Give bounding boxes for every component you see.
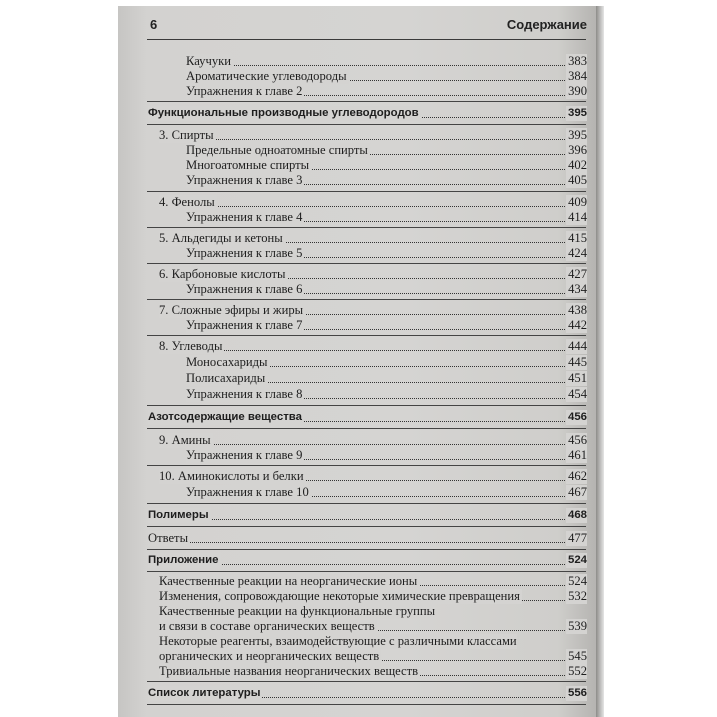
toc-entry-title-line2: и связи в составе органических веществ (159, 619, 375, 633)
toc-entry-page: 442 (568, 318, 587, 332)
toc-entry-page: 552 (568, 664, 587, 678)
toc-entry-exercises-7 (186, 318, 587, 333)
toc-entry-exercises-2 (186, 84, 587, 99)
toc-entry-exercises-8 (186, 387, 587, 402)
toc-entry-page: 462 (568, 469, 587, 483)
section-separator (147, 428, 586, 429)
toc-entry-page: 383 (568, 54, 587, 68)
toc-entry-page: 456 (567, 411, 587, 423)
toc-entry-page: 451 (568, 371, 587, 385)
toc-chapter-9 (159, 433, 587, 448)
toc-entry-page: 477 (568, 531, 587, 545)
toc-entry-exercises-6 (186, 282, 587, 297)
toc-entry-page: 467 (568, 485, 587, 499)
toc-entry-functional-groups (159, 604, 587, 634)
toc-section-polymers (148, 508, 587, 523)
toc-entry-polyhydric-alcohols (186, 158, 587, 173)
toc-entry-title: Каучуки (186, 54, 231, 68)
toc-section-appendix (148, 553, 587, 568)
toc-entry-page: 434 (568, 282, 587, 296)
toc-entry-page: 402 (568, 158, 587, 172)
toc-entry-title: Упражнения к главе 10 (186, 485, 309, 499)
toc-entry-title: Многоатомные спирты (186, 158, 310, 172)
toc-entry-title: Упражнения к главе 4 (186, 210, 303, 224)
toc-entry-page: 445 (568, 355, 587, 369)
section-separator (147, 124, 586, 125)
toc-entry-polysaccharides (186, 371, 587, 386)
toc-chapter-3 (159, 128, 587, 143)
toc-entry-page: 395 (567, 107, 587, 119)
toc-entry-page: 545 (568, 649, 587, 663)
toc-entry-title: Моносахариды (186, 355, 268, 369)
toc-entry-title: Изменения, сопровождающие некоторые химические превращения (159, 589, 520, 603)
toc-entry-page: 395 (568, 128, 587, 142)
toc-entry-page: 415 (568, 231, 587, 245)
section-separator (147, 571, 586, 572)
toc-entry-title: Упражнения к главе 8 (186, 387, 303, 401)
toc-entry-title: 9. Амины (159, 433, 211, 447)
toc-entry-exercises-4 (186, 210, 587, 225)
toc-entry-exercises-3 (186, 173, 587, 188)
section-separator (147, 101, 586, 102)
toc-entry-title: Упражнения к главе 9 (186, 448, 303, 462)
toc-chapter-5 (159, 231, 587, 246)
toc-entry-title-line1: Качественные реакции на функциональные группы (159, 604, 436, 618)
toc-entry-page: 524 (567, 554, 587, 566)
toc-entry-page: 456 (568, 433, 587, 447)
toc-entry-title: Приложение (148, 554, 219, 566)
toc-entry-page: 414 (568, 210, 587, 224)
toc-entry-title-line2: органических и неорганических веществ (159, 649, 380, 663)
toc-entry-page: 424 (568, 246, 587, 260)
toc-entry-reagents (159, 634, 587, 664)
toc-entry-title: Полимеры (148, 509, 209, 521)
toc-entry-page: 461 (568, 448, 587, 462)
toc-entry-title-line1: Некоторые реагенты, взаимодействующие с различными классами (159, 634, 517, 648)
toc-entry-title: Упражнения к главе 6 (186, 282, 303, 296)
toc-entry-page: 384 (568, 69, 587, 83)
running-title: Содержание (506, 17, 587, 32)
toc-entry-answers (148, 531, 587, 546)
toc-entry-title: Функциональные производные углеводородов (148, 107, 419, 119)
toc-entry-title: 4. Фенолы (159, 195, 215, 209)
toc-entry-exercises-9 (186, 448, 587, 463)
toc-entry-title: Упражнения к главе 2 (186, 84, 303, 98)
toc-entry-page: 405 (568, 173, 587, 187)
toc-section-functional-derivatives (148, 106, 587, 121)
toc-entry-title: Предельные одноатомные спирты (186, 143, 368, 157)
toc-entry-monosaccharides (186, 355, 587, 370)
toc-entry-title: Упражнения к главе 3 (186, 173, 303, 187)
toc-entry-title: Ароматические углеводороды (186, 69, 347, 83)
toc-entry-exercises-10 (186, 485, 587, 500)
toc-entry-title: Упражнения к главе 5 (186, 246, 303, 260)
toc-entry-exercises-5 (186, 246, 587, 261)
toc-chapter-4 (159, 195, 587, 210)
toc-entry-trivial-names (159, 664, 587, 679)
toc-entry-title: Тривиальные названия неорганических веществ (159, 664, 419, 678)
toc-entry-inorganic-ions (159, 574, 587, 589)
toc-entry-title: 7. Сложные эфиры и жиры (159, 303, 304, 317)
toc-entry-title: 6. Карбоновые кислоты (159, 267, 286, 281)
toc-entry-title: 3. Спирты (159, 128, 214, 142)
section-separator (147, 503, 586, 504)
toc-chapter-10 (159, 469, 587, 484)
toc-entry-title: 8. Углеводы (159, 339, 223, 353)
toc-entry-changes (159, 589, 587, 604)
toc-section-references (148, 686, 587, 701)
toc-entry-page: 396 (568, 143, 587, 157)
toc-entry-saturated-alcohols (186, 143, 587, 158)
toc-entry-page: 427 (568, 267, 587, 281)
toc-entry-title: Качественные реакции на неорганические ионы (159, 574, 418, 588)
chapter-separator (147, 465, 586, 466)
chapter-separator (147, 227, 586, 228)
toc-section-nitrogen-compounds (148, 410, 587, 425)
toc-entry-kauchuki (186, 54, 587, 69)
toc-entry-title: Упражнения к главе 7 (186, 318, 303, 332)
section-separator (147, 681, 586, 682)
toc-entry-aromatic (186, 69, 587, 84)
toc-entry-page: 438 (568, 303, 587, 317)
page-number: 6 (150, 17, 158, 32)
toc-chapter-6 (159, 267, 587, 282)
section-separator (147, 704, 586, 705)
toc-entry-page: 390 (568, 84, 587, 98)
toc-entry-title: Полисахариды (186, 371, 266, 385)
toc-entry-page: 532 (568, 589, 587, 603)
toc-entry-page: 556 (567, 687, 587, 699)
chapter-separator (147, 263, 586, 264)
toc-entry-page: 468 (567, 509, 587, 521)
chapter-separator (147, 299, 586, 300)
toc-entry-page: 444 (568, 339, 587, 353)
toc-chapter-8 (159, 339, 587, 354)
toc-entry-title: 5. Альдегиды и кетоны (159, 231, 283, 245)
section-separator (147, 549, 586, 550)
toc-entry-title: Ответы (148, 531, 189, 545)
toc-chapter-7 (159, 303, 587, 318)
toc-entry-page: 409 (568, 195, 587, 209)
section-separator (147, 405, 586, 406)
toc-entry-title: 10. Аминокислоты и белки (159, 469, 304, 483)
toc-entry-page: 454 (568, 387, 587, 401)
toc-entry-title: Список литературы (148, 687, 261, 699)
toc-entry-title: Азотсодержащие вещества (148, 411, 302, 423)
toc-entry-page: 524 (568, 574, 587, 588)
section-separator (147, 526, 586, 527)
toc-entry-page: 539 (568, 619, 587, 633)
chapter-separator (147, 191, 586, 192)
chapter-separator (147, 335, 586, 336)
